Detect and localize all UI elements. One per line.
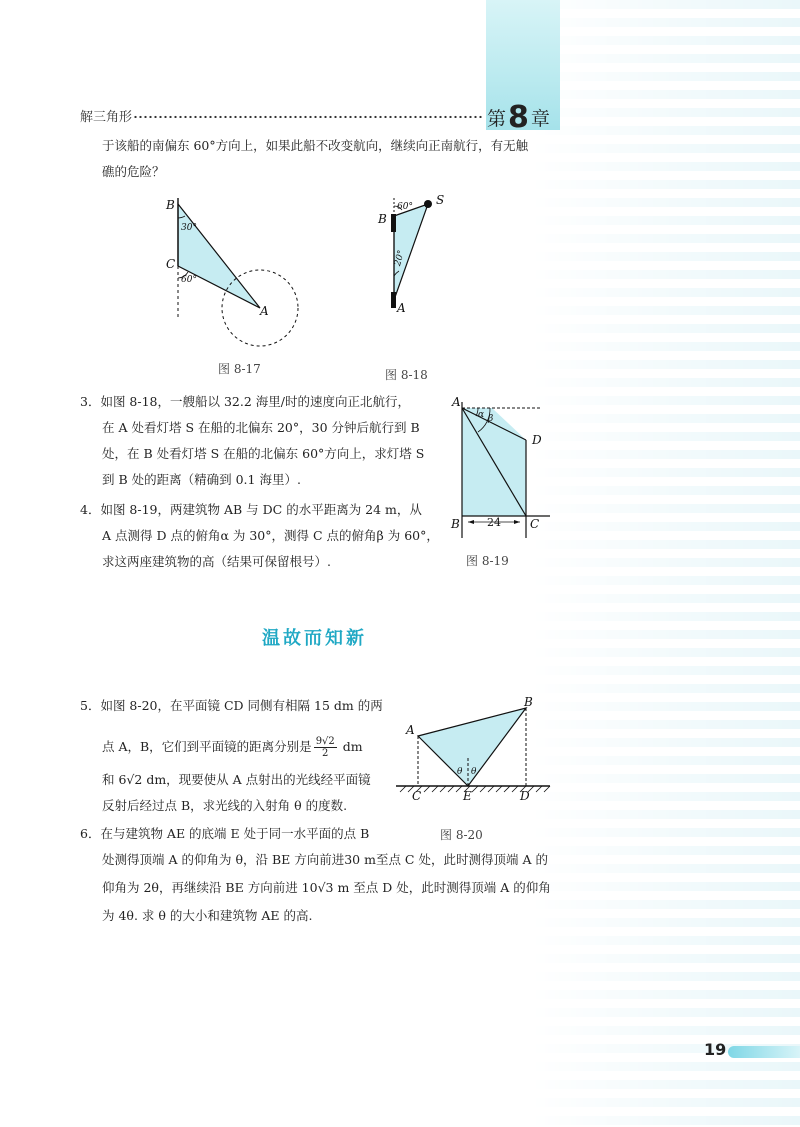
fig17-label-b: B	[166, 198, 175, 212]
problem-6-line-2: 处测得顶端 A 的仰角为 θ，沿 BE 方向前进30 m至点 C 处，此时测得顶端 A 的	[102, 852, 548, 867]
problem-3-line-3: 处，在 B 处看灯塔 S 在船的北偏东 60°方向上，求灯塔 S	[102, 446, 425, 461]
page-number: 19	[704, 1040, 727, 1059]
fig17-angle-c: 60°	[181, 275, 197, 285]
fig18-angle-b: 60°	[397, 202, 413, 212]
chapter-prefix: 第	[487, 108, 507, 130]
figure-8-19	[450, 392, 560, 542]
problem-3-line-2: 在 A 处看灯塔 S 在船的北偏东 20°，30 分钟后航行到 B	[102, 420, 420, 435]
section-name: 解三角形	[80, 110, 133, 125]
chapter-number: 8	[508, 100, 529, 135]
fig20-label-e: E	[463, 789, 472, 803]
fig17-label-a: A	[260, 304, 269, 318]
fig18-lighthouse	[424, 200, 432, 208]
problem-3-line-1: 3．如图 8-18，一艘船以 32.2 海里/时的速度向正北航行，	[80, 394, 410, 409]
problem-4-line-2: A 点测得 D 点的俯角α 为 30°，测得 C 点的俯角β 为 60°，	[102, 528, 439, 543]
fig20-label-b: B	[524, 695, 533, 709]
fig18-ship-a	[391, 292, 396, 308]
problem-4-line-3: 求这两座建筑物的高（结果可保留根号）.	[102, 554, 331, 569]
problem-5-fraction	[314, 736, 337, 759]
problem-3-line-4: 到 B 处的距离（精确到 0.1 海里）.	[102, 472, 301, 487]
section-title: 温故而知新	[262, 628, 367, 649]
fig19-label-d: D	[532, 433, 542, 447]
fig20-theta-right: θ	[471, 767, 477, 777]
problem-5-line-2	[102, 732, 363, 762]
problem-5-line-2-suffix: dm	[342, 739, 363, 754]
intro-line-2: 礁的危险？	[102, 164, 165, 179]
decorative-stripes	[530, 0, 800, 1127]
fig20-label-a: A	[406, 723, 415, 737]
fig19-caption: 图 8-19	[466, 554, 509, 568]
fig20-caption: 图 8-20	[440, 828, 483, 842]
problem-4-line-1: 4．如图 8-19，两建筑物 AB 与 DC 的水平距离为 24 m，从	[80, 502, 422, 517]
problem-6-line-4: 为 4θ. 求 θ 的大小和建筑物 AE 的高.	[102, 908, 313, 923]
figure-8-20	[396, 696, 556, 812]
intro-line-1: 于该船的南偏东 60°方向上，如果此船不改变航向，继续向正南航行，有无触	[102, 138, 529, 153]
fig17-angle-b: 30°	[181, 223, 197, 233]
fig18-label-a: A	[397, 301, 406, 315]
problem-5-line-4: 反射后经过点 B，求光线的入射角 θ 的度数.	[102, 798, 348, 813]
fig19-distance: 24	[487, 516, 501, 529]
problem-6-line-1: 6．在与建筑物 AE 的底端 E 处于同一水平面的点 B	[80, 826, 370, 841]
problem-5-line-1: 5．如图 8-20，在平面镜 CD 同侧有相隔 15 dm 的两	[80, 698, 383, 713]
fig19-label-b: B	[451, 517, 460, 531]
figure-8-18	[370, 190, 480, 320]
page-number-bar	[728, 1046, 800, 1058]
header-leader-dots	[133, 104, 483, 118]
fig18-ship-b	[391, 214, 396, 232]
problem-6-line-3: 仰角为 2θ，再继续沿 BE 方向前进 10√3 m 至点 D 处，此时测得顶端 A 的仰角	[102, 880, 551, 895]
fig18-label-b: B	[378, 212, 387, 226]
fig18-angle-a: 20°	[393, 249, 407, 268]
problem-5-line-3: 和 6√2 dm，现要使从 A 点射出的光线经平面镜	[102, 772, 371, 787]
figure-8-17	[160, 190, 360, 350]
fig18-caption: 图 8-18	[385, 368, 428, 382]
chapter-suffix: 章	[530, 108, 550, 130]
fig19-label-a: A	[452, 395, 461, 409]
fig20-label-d: D	[520, 789, 530, 803]
fig19-label-c: C	[530, 517, 540, 531]
fig19-beta: β	[488, 414, 494, 424]
problem-5-line-2-prefix: 点 A，B，它们到平面镜的距离分别是	[102, 739, 312, 754]
fig20-theta-left: θ	[457, 767, 463, 777]
fig17-label-c: C	[166, 257, 176, 271]
fig19-alpha: α	[478, 410, 485, 420]
fig17-caption: 图 8-17	[218, 362, 261, 376]
fraction-denominator: 2	[322, 748, 329, 759]
fig17-triangle	[178, 204, 260, 308]
chapter-label	[487, 98, 550, 133]
fig20-label-c: C	[412, 789, 422, 803]
fraction-numerator: 9√2	[315, 736, 335, 747]
fig18-label-s: S	[436, 193, 445, 207]
